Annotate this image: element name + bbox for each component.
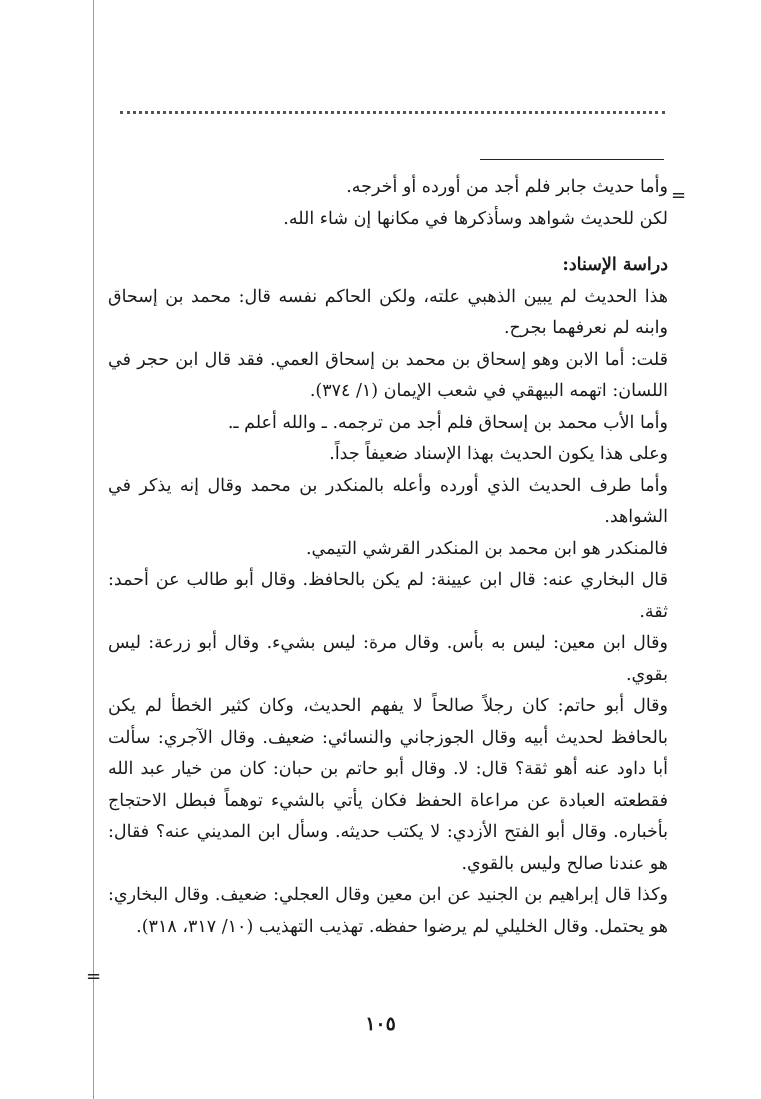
paragraph-verdict: وعلى هذا يكون الحديث بهذا الإسناد ضعيفاً جداً. <box>329 444 668 464</box>
paragraph-ibn-junaid: وكذا قال إبراهيم بن الجنيد عن ابن معين وقال العجلي: ضعيف. وقال البخاري: هو يحتمل. وقال الخليلي لم يرضوا حفظه. تهذيب التهذيب (١٠/ ٣١٧، ٣١٨). <box>108 885 668 937</box>
paragraph-munkadir: وأما طرف الحديث الذي أورده وأعله بالمنكدر بن محمد وقال إنه يذكر في الشواهد. <box>108 475 668 527</box>
paragraph-father: وأما الأب محمد بن إسحاق فلم أجد من ترجمه. ـ والله أعلم ـ. <box>227 412 668 433</box>
continuation-mark-bottom: = <box>86 966 102 987</box>
paragraph-jabir: وأما حديث جابر فلم أجد من أورده أو أخرجه. <box>346 177 668 197</box>
page-number: ١٠٥ <box>365 1013 396 1035</box>
dotted-separator <box>120 111 665 114</box>
paragraph-hakim: هذا الحديث لم يبين الذهبي علته، ولكن الحاكم نفسه قال: محمد بن إسحاق وابنه لم نعرفهما بجرح. <box>108 286 668 338</box>
continuation-mark-top: = <box>671 185 687 206</box>
footnote-body <box>108 172 668 943</box>
left-margin-line <box>93 0 94 1099</box>
paragraph-abu-hatim: وقال أبو حاتم: كان رجلاً صالحاً لا يفهم الحديث، وكان كثير الخطأ لم يكن بالحافظ لحديث أبيه وقال الجوزجاني والنسائي: ضعيف. وقال الآجري: سألت أبا داود عنه أهو ثقة؟ قال: لا. وقال أبو حاتم بن حبان: كان من خيار عبد الله فقطعته العبادة عن مراعاة الحفظ فكان يأتي بالشيء توهماً فبطل الاحتجاج بأخباره. وقال أبو الفتح الأزدي: لا يكتب حديثه. وسأل ابن المديني عنه؟ فقال: هو عندنا صالح وليس بالقوي. <box>108 696 668 874</box>
section-heading: دراسة الإسناد: <box>562 255 668 275</box>
paragraph-identity: فالمنكدر هو ابن محمد بن المنكدر القرشي التيمي. <box>305 538 668 559</box>
paragraph-ibn-main: وقال ابن معين: ليس به بأس. وقال مرة: ليس بشيء. وقال أبو زرعة: ليس بقوي. <box>108 633 668 685</box>
paragraph-bukhari: قال البخاري عنه: قال ابن عيينة: لم يكن بالحافظ. وقال أبو طالب عن أحمد: ثقة. <box>108 570 668 622</box>
footnote-rule <box>480 159 664 160</box>
paragraph-shawahid: لكن للحديث شواهد وسأذكرها في مكانها إن شاء الله. <box>283 208 668 229</box>
paragraph-ibn-hajar: قلت: أما الابن وهو إسحاق بن محمد بن إسحاق العمي. فقد قال ابن حجر في اللسان: اتهمه البيهقي في شعب الإيمان (١/ ٣٧٤). <box>108 349 668 401</box>
